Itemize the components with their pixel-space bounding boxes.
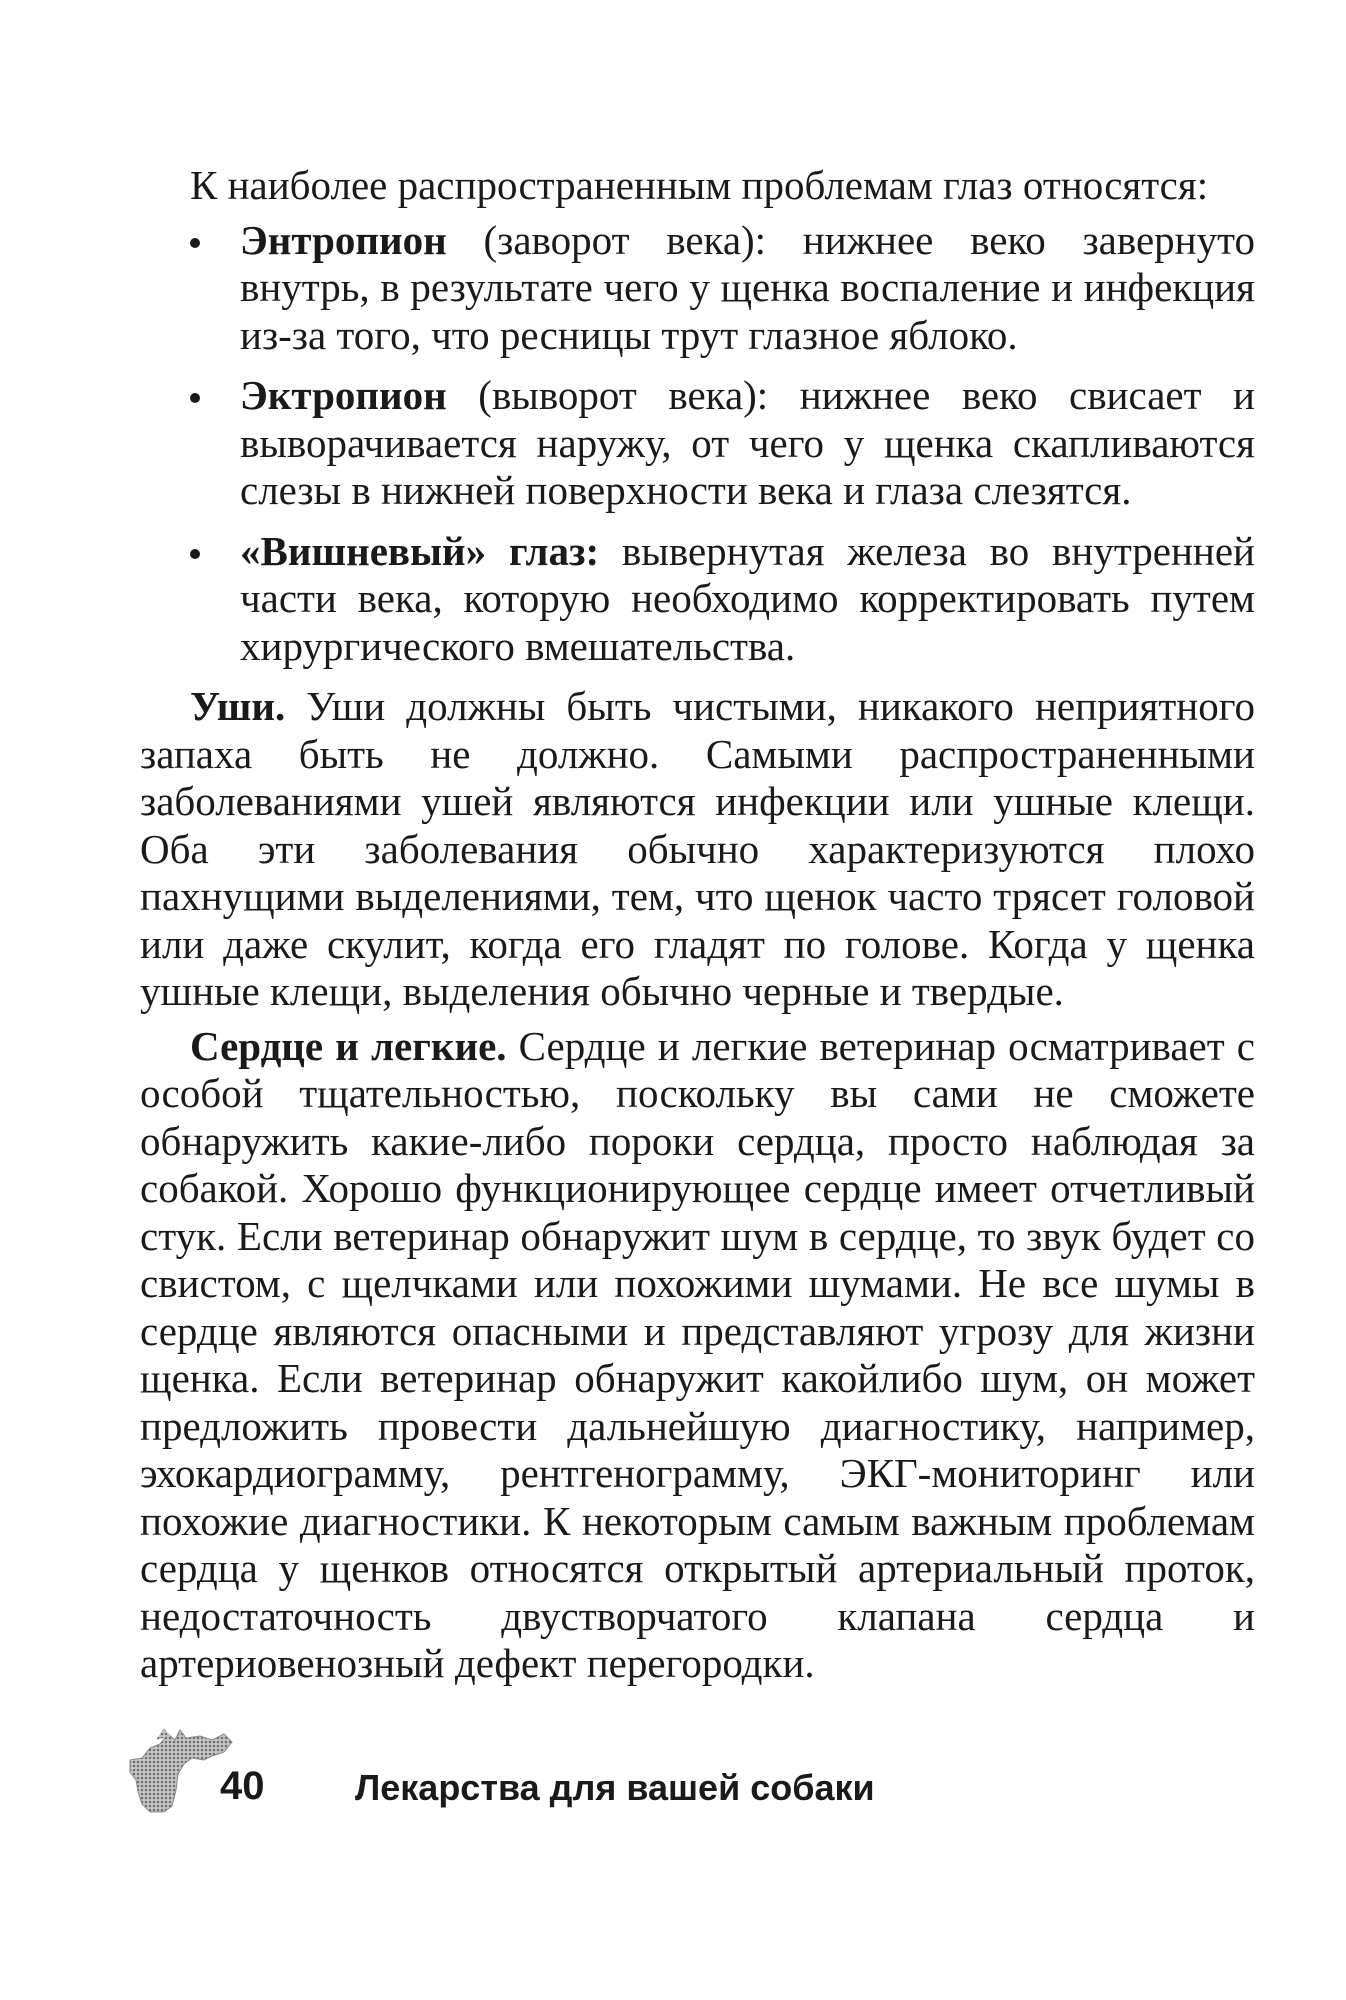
heart-paragraph (140, 1023, 1255, 1688)
ears-heading: Уши. (190, 683, 286, 729)
bullet-icon (190, 238, 200, 248)
list-item (140, 217, 1255, 360)
term-cherry-eye: «Вишневый» глаз: (240, 527, 600, 574)
body-text (140, 162, 1255, 1695)
page-number: 40 (220, 1764, 265, 1808)
list-item (140, 372, 1255, 515)
term-description: (заворот века): нижнее веко завернуто внутрь, в результате чего у щенка воспаление и инфекция из-за того, что ресницы трут глазное яблоко. (240, 216, 1255, 358)
bullet-icon (190, 393, 200, 403)
term-entropion: Энтропион (240, 216, 447, 263)
term-description: (выворот века): нижнее веко свисает и выворачивается наружу, от чего у щенка скапливаются слезы в нижней поверхности века и глаза слезятся. (240, 372, 1255, 513)
eye-problems-list (140, 217, 1255, 671)
ears-text: Уши должны быть чистыми, никакого неприятного запаха быть не должно. Самыми распространенными заболеваниями ушей являются инфекции или ушные клещи. Оба эти заболевания обычно характеризуются плохо пахнущими выделениями, тем, что щенок часто трясет головой или даже скулит, когда его гладят по голове. Когда у щенка ушные клещи, выделения обычно черные и твердые. (140, 683, 1255, 1014)
heart-heading: Сердце и легкие. (190, 1022, 507, 1069)
list-item (140, 528, 1255, 671)
term-ectropion: Эктропион (240, 372, 447, 418)
ears-paragraph (140, 683, 1255, 1016)
term-description: вывернутая железа во внутренней части века, которую необходимо корректировать путем хирургического вмешательства. (240, 527, 1255, 669)
bullet-icon (190, 549, 200, 559)
heart-text: Сердце и легкие ветеринар осматривает с особой тщательностью, поскольку вы сами не сможете обнаружить какие-либо пороки сердца, просто наблюдая за собакой. Хорошо функционирующее сердце имеет отчетливый стук. Если ветеринар обнаружит шум в сердце, то звук будет со свистом, с щелчками или похожими шумами. Не все шумы в сердце являются опасными и представляют угрозу для жизни щенка. Если ветеринар обнаружит какойлибо шум, он может предложить провести дальнейшую диагностику, например, эхокардиограмму, рентгенограмму, ЭКГ-мониторинг или похожие диагностики. К некоторым самым важным проблемам сердца у щенков относятся открытый артериальный проток, недостаточность двустворчатого клапана сердца и артериовенозный дефект перегородки. (140, 1022, 1256, 1686)
eye-problems-intro: К наиболее распространенным проблемам глаз относятся: (190, 162, 1209, 208)
running-title: Лекарства для вашей собаки (355, 1767, 875, 1808)
page-footer (120, 1700, 1220, 1820)
